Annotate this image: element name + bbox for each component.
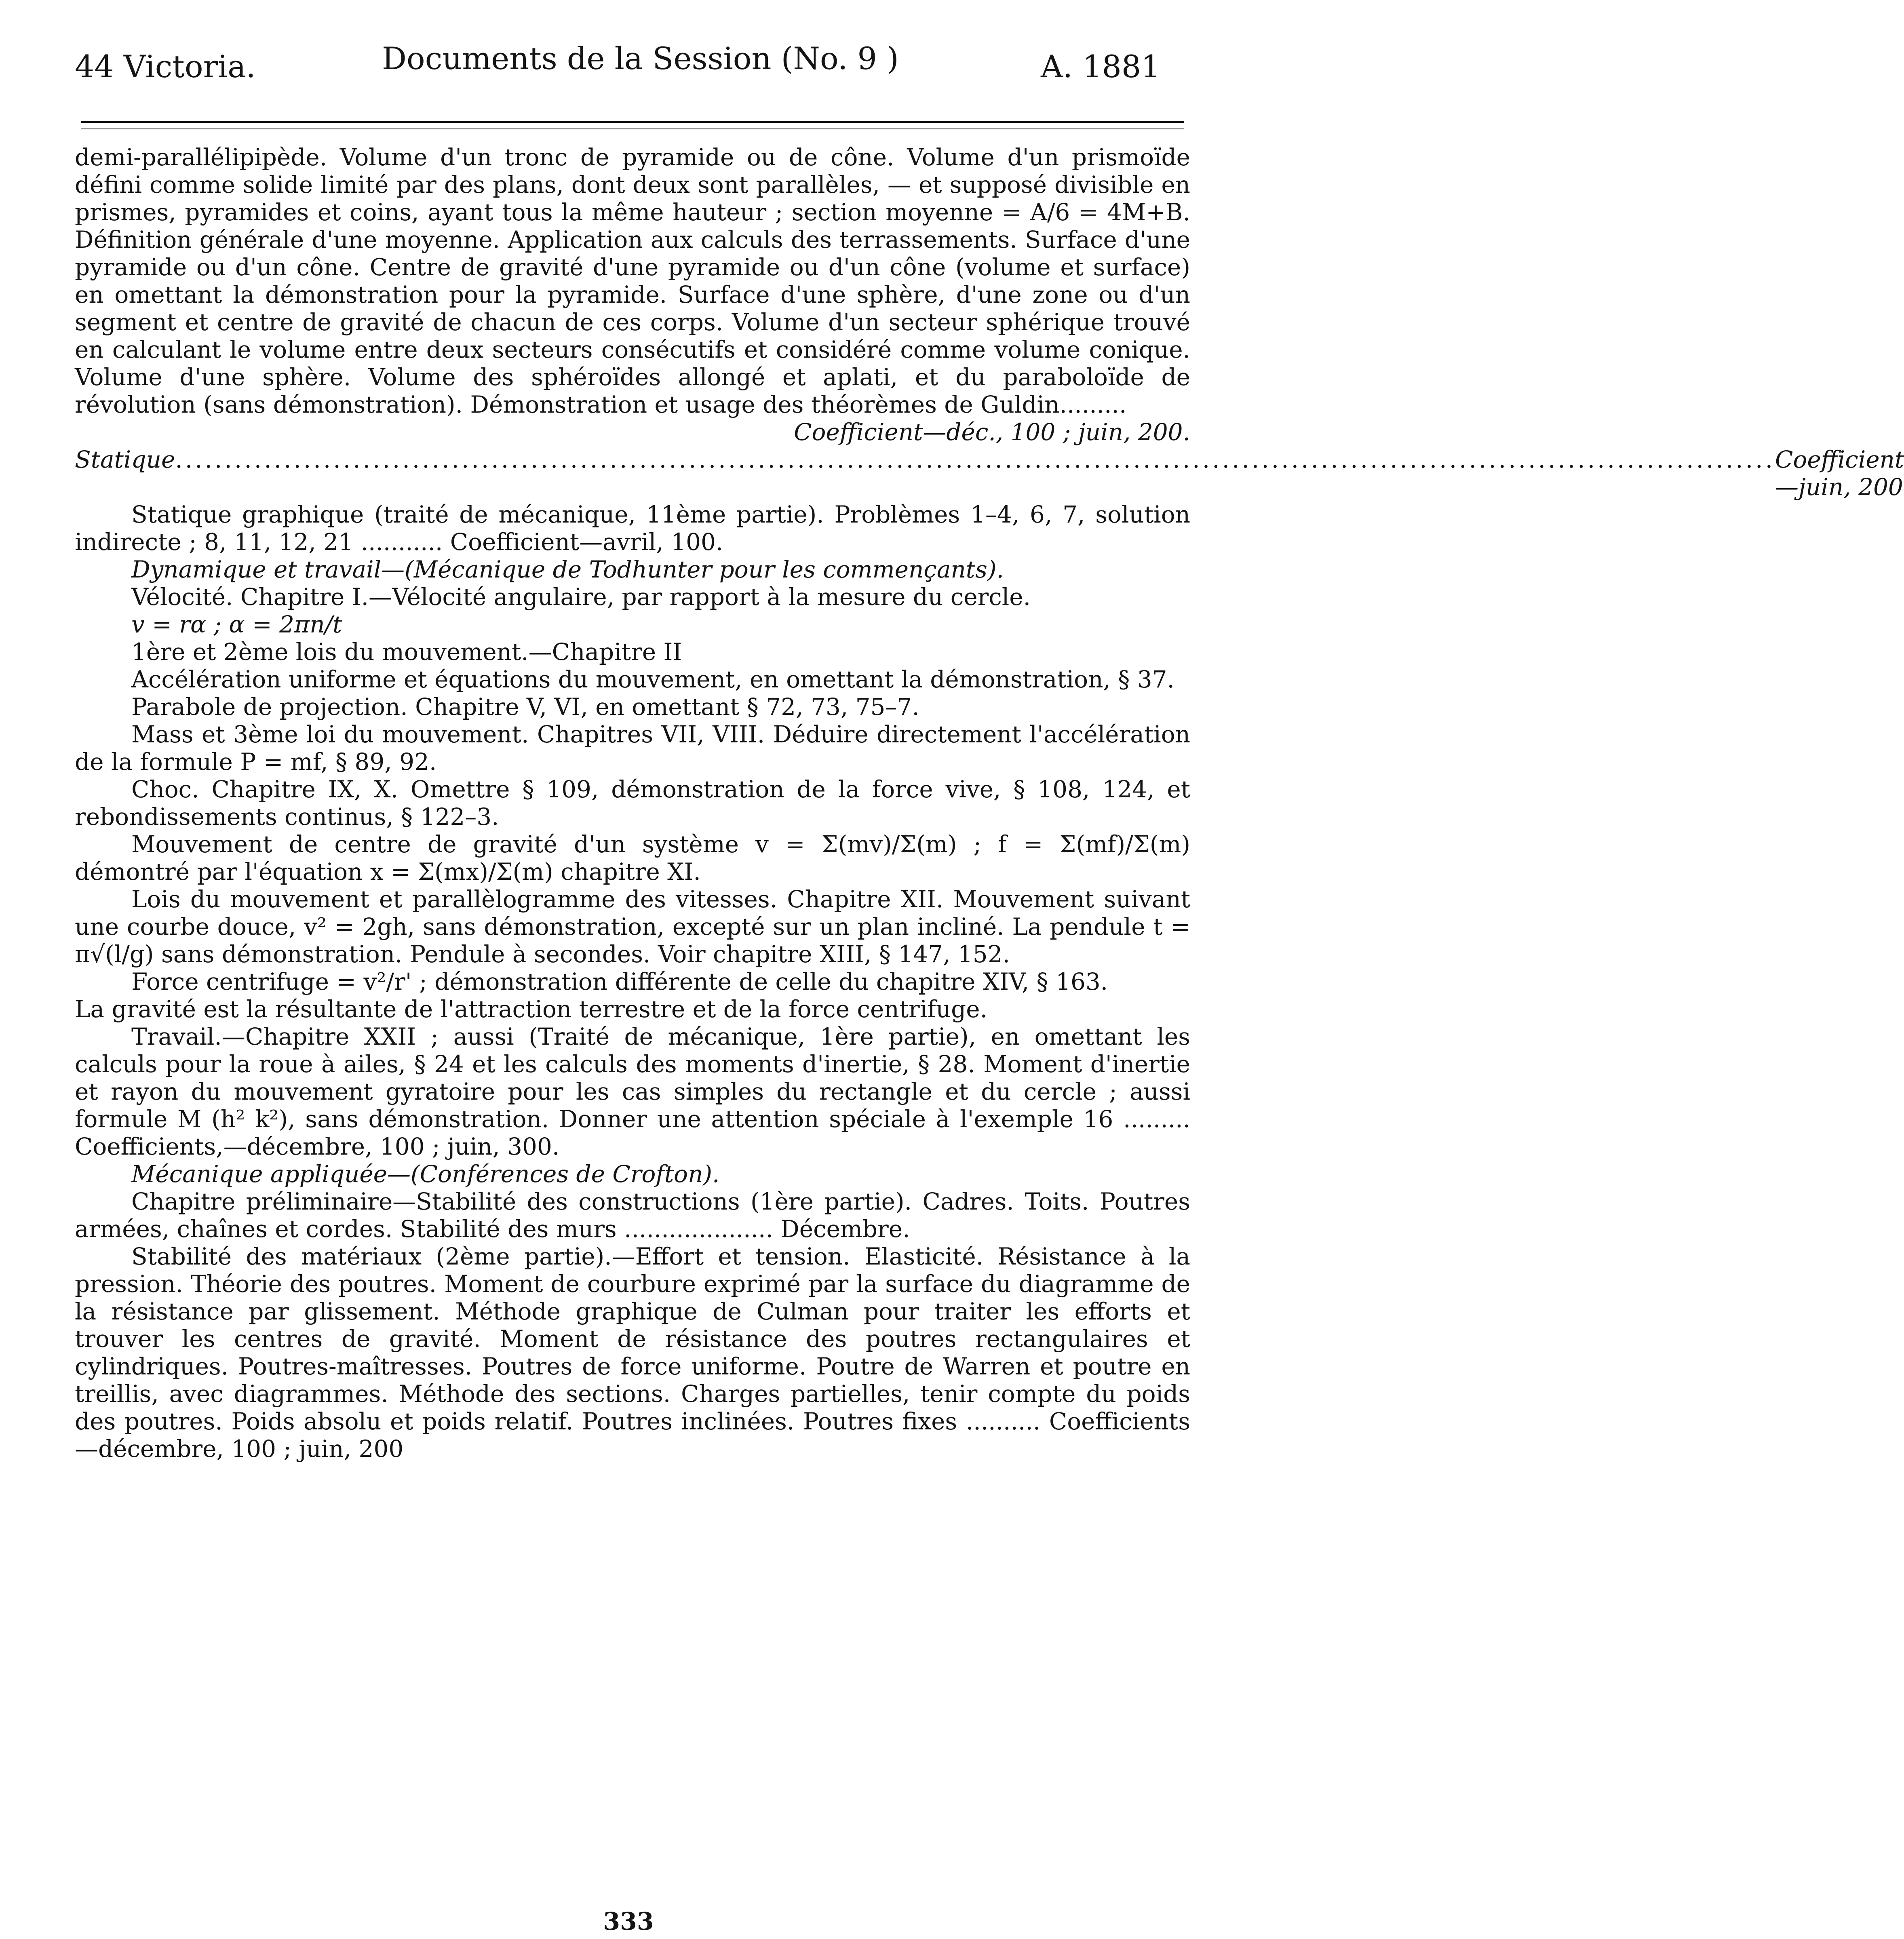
paragraph-chapitre-preliminaire: Chapitre préliminaire—Stabilité des constructions (1ère partie). Cadres. Toits. Poutres armées, chaînes et cordes. Stabilité des murs .................... Décembre. <box>75 1188 1190 1243</box>
paragraph-volumes: demi-parallélipipède. Volume d'un tronc de pyramide ou de cône. Volume d'un prismoïde défini comme solide limité par des plans, dont deux sont parallèles, — et supposé divisible en prismes, pyramides et coins, ayant tous la même hauteur ; section moyenne = A/6 = 4M+B. Définition générale d'une moyenne. Application aux calculs des terrassements. Surface d'une pyramide ou d'un cône. Centre de gravité d'une pyramide ou d'un cône (volume et surface) en omettant la démonstration pour la pyramide. Surface d'une sphère, d'une zone ou d'un segment et centre de gravité de chacun de ces corps. Volume d'un secteur sphérique trouvé en calculant le volume entre deux secteurs consécutifs et considéré comme volume conique. Volume d'une sphère. Volume des sphéroïdes allongé et aplati, et du paraboloïde de révolution (sans démonstration). Démonstration et usage des théorèmes de Guldin......... <box>75 143 1190 418</box>
section-heading-dynamique: Dynamique et travail—(Mécanique de Todhunter pour les commençants). <box>131 556 1004 583</box>
paragraph-stabilite-materiaux: Stabilité des matériaux (2ème partie).—Effort et tension. Elasticité. Résistance à la pression. Théorie des poutres. Moment de courbure exprimé par la surface du diagramme de la résistance par glissement. Méthode graphique de Culman pour traiter les efforts et trouver les centres de gravité. Moment de résistance des poutres rectangulaires et cylindriques. Poutres-maîtresses. Poutres de force uniforme. Poutre de Warren et poutre en treillis, avec diagrammes. Méthode des sections. Charges partielles, tenir compte du poids des poutres. Poids absolu et poids relatif. Poutres inclinées. Poutres fixes .......... Coefficients—décembre, 100 ; juin, 200 <box>75 1243 1190 1463</box>
paragraph-lois: 1ère et 2ème lois du mouvement.—Chapitre II <box>131 638 682 666</box>
paragraph-parabole: Parabole de projection. Chapitre V, VI, en omettant § 72, 73, 75–7. <box>131 693 919 721</box>
paragraph-lois-mouvement: Lois du mouvement et parallèlogramme des vitesses. Chapitre XII. Mouvement suivant une courbe douce, v² = 2gh, sans démonstration, excepté sur un plan incliné. La pendule t = π√(l/g) sans démonstration. Pendule à secondes. Voir chapitre XIII, § 147, 152. <box>75 885 1190 968</box>
header-title: Documents de la Session (No. 9 ) <box>382 40 899 76</box>
header-rule-thick <box>81 121 1184 123</box>
document-body <box>75 143 1904 1463</box>
paragraph-acceleration: Accélération uniforme et équations du mouvement, en omettant la démonstration, § 37. <box>131 666 1174 693</box>
statique-label: Statique <box>75 446 175 473</box>
section-heading-mecanique-appliquee: Mécanique appliquée—(Conférences de Crofton). <box>131 1160 720 1188</box>
paragraph-force-centrifuge: Force centrifuge = v²/r' ; démonstration différente de celle du chapitre XIV, § 163. <box>131 968 1108 995</box>
paragraph-travail: Travail.—Chapitre XXII ; aussi (Traité de mécanique, 1ère partie), en omettant les calculs pour la roue à ailes, § 24 et les calculs des moments d'inertie, § 28. Moment d'inertie et rayon du mouvement gyratoire pour les cas simples du rectangle et du cercle ; aussi formule M (h² k²), sans démonstration. Donner une attention spéciale à l'exemple 16 ......... Coefficients,—décembre, 100 ; juin, 300. <box>75 1023 1190 1160</box>
statique-line <box>75 446 1904 501</box>
dot-leader: .................................................................................................................................................................. <box>175 446 1775 473</box>
header-year: A. 1881 <box>1041 48 1161 84</box>
statique-coefficient: Coefficient—juin, 200 <box>1775 446 1904 501</box>
paragraph-choc: Choc. Chapitre IX, X. Omettre § 109, démonstration de la force vive, § 108, 124, et rebondissements continus, § 122–3. <box>75 776 1190 830</box>
paragraph-velocite: Vélocité. Chapitre I.—Vélocité angulaire, par rapport à la mesure du cercle. <box>131 583 1031 611</box>
paragraph-gravite: La gravité est la résultante de l'attraction terrestre et de la force centrifuge. <box>75 995 988 1023</box>
paragraph-mass: Mass et 3ème loi du mouvement. Chapitres VII, VIII. Déduire directement l'accélération de la formule P = mf, § 89, 92. <box>75 721 1190 776</box>
page-number: 333 <box>603 1907 654 1936</box>
formula-velocity: v = rα ; α = 2πn/t <box>131 611 342 638</box>
running-header <box>0 40 1257 89</box>
paragraph-centre-gravite: Mouvement de centre de gravité d'un système v = Σ(mv)/Σ(m) ; f = Σ(mf)/Σ(m) démontré par l'équation x = Σ(mx)/Σ(m) chapitre XI. <box>75 830 1190 885</box>
coefficient-line: Coefficient—déc., 100 ; juin, 200. <box>794 418 1190 446</box>
paragraph-statique-graphique: Statique graphique (traité de mécanique, 11ème partie). Problèmes 1–4, 6, 7, solution indirecte ; 8, 11, 12, 21 ........... Coefficient—avril, 100. <box>75 501 1190 556</box>
header-volume: 44 Victoria. <box>75 48 256 84</box>
